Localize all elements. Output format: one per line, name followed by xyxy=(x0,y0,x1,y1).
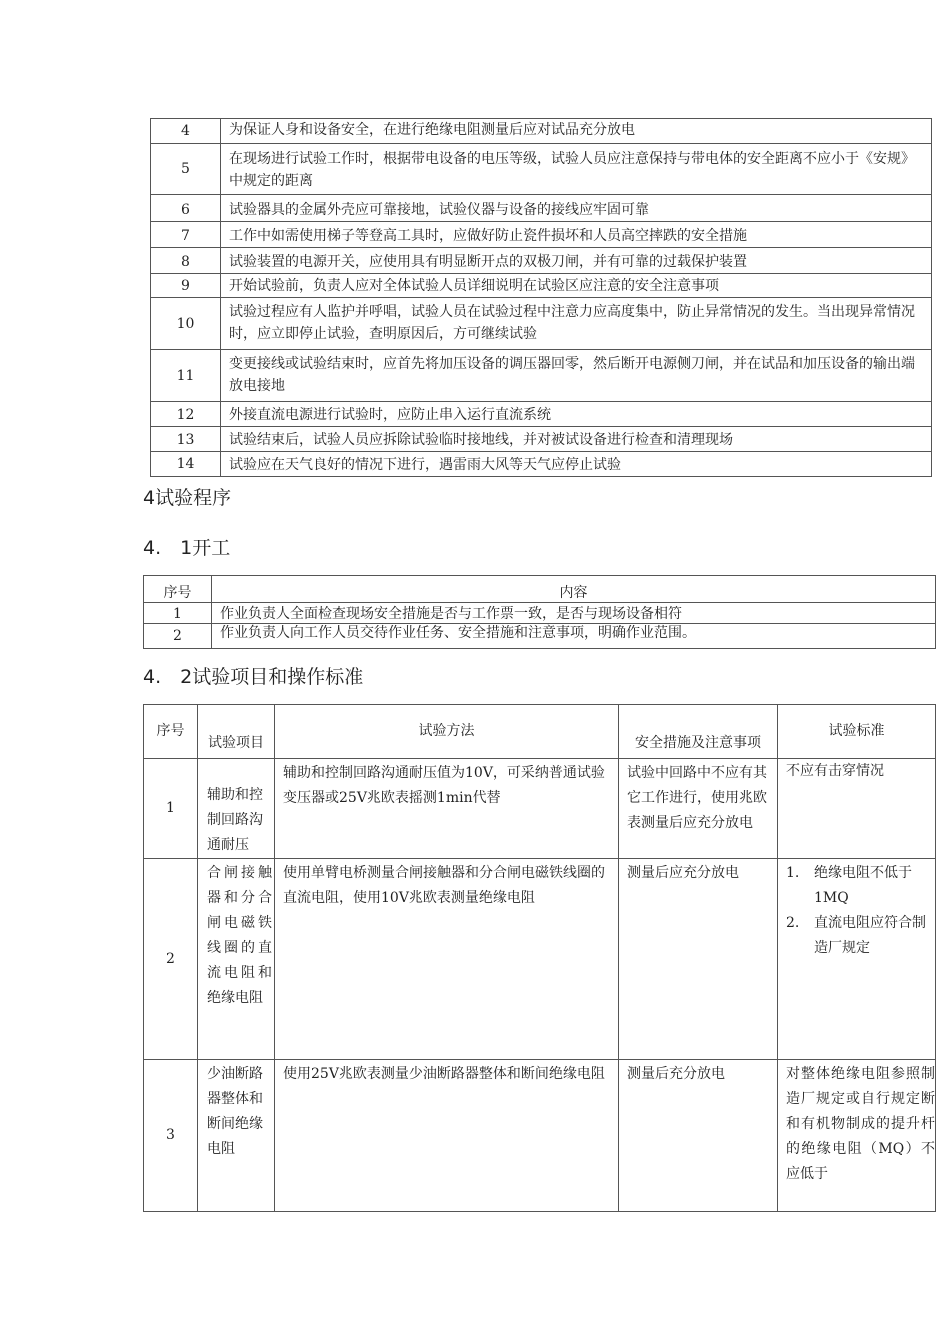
safety-measures-table xyxy=(150,118,932,477)
list-text: 绝缘电阻不低于1MQ xyxy=(814,865,912,906)
table-row xyxy=(144,624,936,649)
row-number: 11 xyxy=(151,350,221,402)
column-header: 序号 xyxy=(144,705,198,759)
row-text: 外接直流电源进行试验时，应防止串入运行直流系统 xyxy=(221,402,932,427)
column-header: 试验项目 xyxy=(198,705,275,759)
table-row xyxy=(151,427,932,452)
section-heading: 4. 1开工 xyxy=(143,537,231,559)
table-header-row xyxy=(144,576,936,603)
test-item: 辅助和控制回路沟通耐压 xyxy=(198,759,275,859)
row-number: 1 xyxy=(144,759,198,859)
column-header: 试验方法 xyxy=(275,705,619,759)
row-number: 9 xyxy=(151,274,221,298)
row-text: 试验过程应有人监护并呼唱，试验人员在试验过程中注意力应高度集中，防止异常情况的发生。当出现异常情况时，应立即停止试验，查明原因后，方可继续试验 xyxy=(221,298,932,350)
table-row xyxy=(151,350,932,402)
table-row xyxy=(151,222,932,248)
test-standard xyxy=(778,859,936,1060)
column-header: 安全措施及注意事项 xyxy=(619,705,778,759)
row-number: 12 xyxy=(151,402,221,427)
safety-note: 试验中回路中不应有其它工作进行，使用兆欧表测量后应充分放电 xyxy=(619,759,778,859)
standard-list xyxy=(786,861,927,961)
row-number: 13 xyxy=(151,427,221,452)
row-text: 变更接线或试验结束时，应首先将加压设备的调压器回零，然后断开电源侧刀闸，并在试品和加压设备的输出端放电接地 xyxy=(221,350,932,402)
table-row xyxy=(144,603,936,624)
table-row xyxy=(151,274,932,298)
column-header: 内容 xyxy=(212,576,936,603)
list-number: 1. xyxy=(786,865,800,881)
test-item: 少油断路器整体和断间绝缘电阻 xyxy=(198,1060,275,1212)
list-item xyxy=(786,861,927,911)
column-header: 序号 xyxy=(144,576,212,603)
table-row xyxy=(151,119,932,144)
table-row xyxy=(144,759,936,859)
test-item: 合闸接触器和分合闸电磁铁线圈的直流电阻和绝缘电阻 xyxy=(198,859,275,1060)
table-row xyxy=(151,248,932,274)
table-row xyxy=(151,195,932,222)
row-number: 14 xyxy=(151,452,221,477)
row-number: 4 xyxy=(151,119,221,144)
list-text: 直流电阻应符合制造厂规定 xyxy=(814,915,926,956)
test-method: 使用单臂电桥测量合闸接触器和分合闸电磁铁线圈的直流电阻，使用10V兆欧表测量绝缘电阻 xyxy=(275,859,619,1060)
table-header-row xyxy=(144,705,936,759)
section-heading: 4试验程序 xyxy=(143,487,232,509)
list-number: 2. xyxy=(786,915,800,931)
row-text: 开始试验前，负责人应对全体试验人员详细说明在试验区应注意的安全注意事项 xyxy=(221,274,932,298)
list-item xyxy=(786,911,927,961)
startup-table xyxy=(143,575,936,649)
row-number: 3 xyxy=(144,1060,198,1212)
table-row xyxy=(144,1060,936,1212)
column-header: 试验标准 xyxy=(778,705,936,759)
safety-note: 测量后应充分放电 xyxy=(619,859,778,1060)
test-method: 使用25V兆欧表测量少油断路器整体和断间绝缘电阻 xyxy=(275,1060,619,1212)
row-text: 试验结束后，试验人员应拆除试验临时接地线，并对被试设备进行检查和清理现场 xyxy=(221,427,932,452)
test-standard: 对整体绝缘电阻参照制造厂规定或自行规定断和有机物制成的提升杆的绝缘电阻（MQ）不应低于 xyxy=(778,1060,936,1212)
row-text: 作业负责人向工作人员交待作业任务、安全措施和注意事项，明确作业范围。 xyxy=(212,624,936,649)
safety-note: 测量后充分放电 xyxy=(619,1060,778,1212)
row-number: 2 xyxy=(144,624,212,649)
row-text: 工作中如需使用梯子等登高工具时，应做好防止瓷件损坏和人员高空摔跌的安全措施 xyxy=(221,222,932,248)
table-row xyxy=(151,298,932,350)
test-standard: 不应有击穿情况 xyxy=(778,759,936,859)
row-number: 1 xyxy=(144,603,212,624)
row-text: 试验装置的电源开关，应使用具有明显断开点的双极刀闸，并有可靠的过载保护装置 xyxy=(221,248,932,274)
row-number: 8 xyxy=(151,248,221,274)
row-number: 5 xyxy=(151,144,221,195)
table-row xyxy=(151,452,932,477)
row-text: 作业负责人全面检查现场安全措施是否与工作票一致，是否与现场设备相符 xyxy=(212,603,936,624)
row-text: 为保证人身和设备安全，在进行绝缘电阻测量后应对试品充分放电 xyxy=(221,119,932,144)
row-number: 10 xyxy=(151,298,221,350)
row-number: 7 xyxy=(151,222,221,248)
table-row xyxy=(144,859,936,1060)
row-number: 6 xyxy=(151,195,221,222)
row-text: 试验应在天气良好的情况下进行，遇雷雨大风等天气应停止试验 xyxy=(221,452,932,477)
table-row xyxy=(151,402,932,427)
test-method: 辅助和控制回路沟通耐压值为10V，可采纳普通试验变压器或25V兆欧表摇测1min代替 xyxy=(275,759,619,859)
table-row xyxy=(151,144,932,195)
row-text: 在现场进行试验工作时，根据带电设备的电压等级，试验人员应注意保持与带电体的安全距离不应小于《安规》中规定的距离 xyxy=(221,144,932,195)
row-number: 2 xyxy=(144,859,198,1060)
section-heading: 4. 2试验项目和操作标准 xyxy=(143,666,364,688)
row-text: 试验器具的金属外壳应可靠接地，试验仪器与设备的接线应牢固可靠 xyxy=(221,195,932,222)
test-items-table xyxy=(143,704,936,1212)
